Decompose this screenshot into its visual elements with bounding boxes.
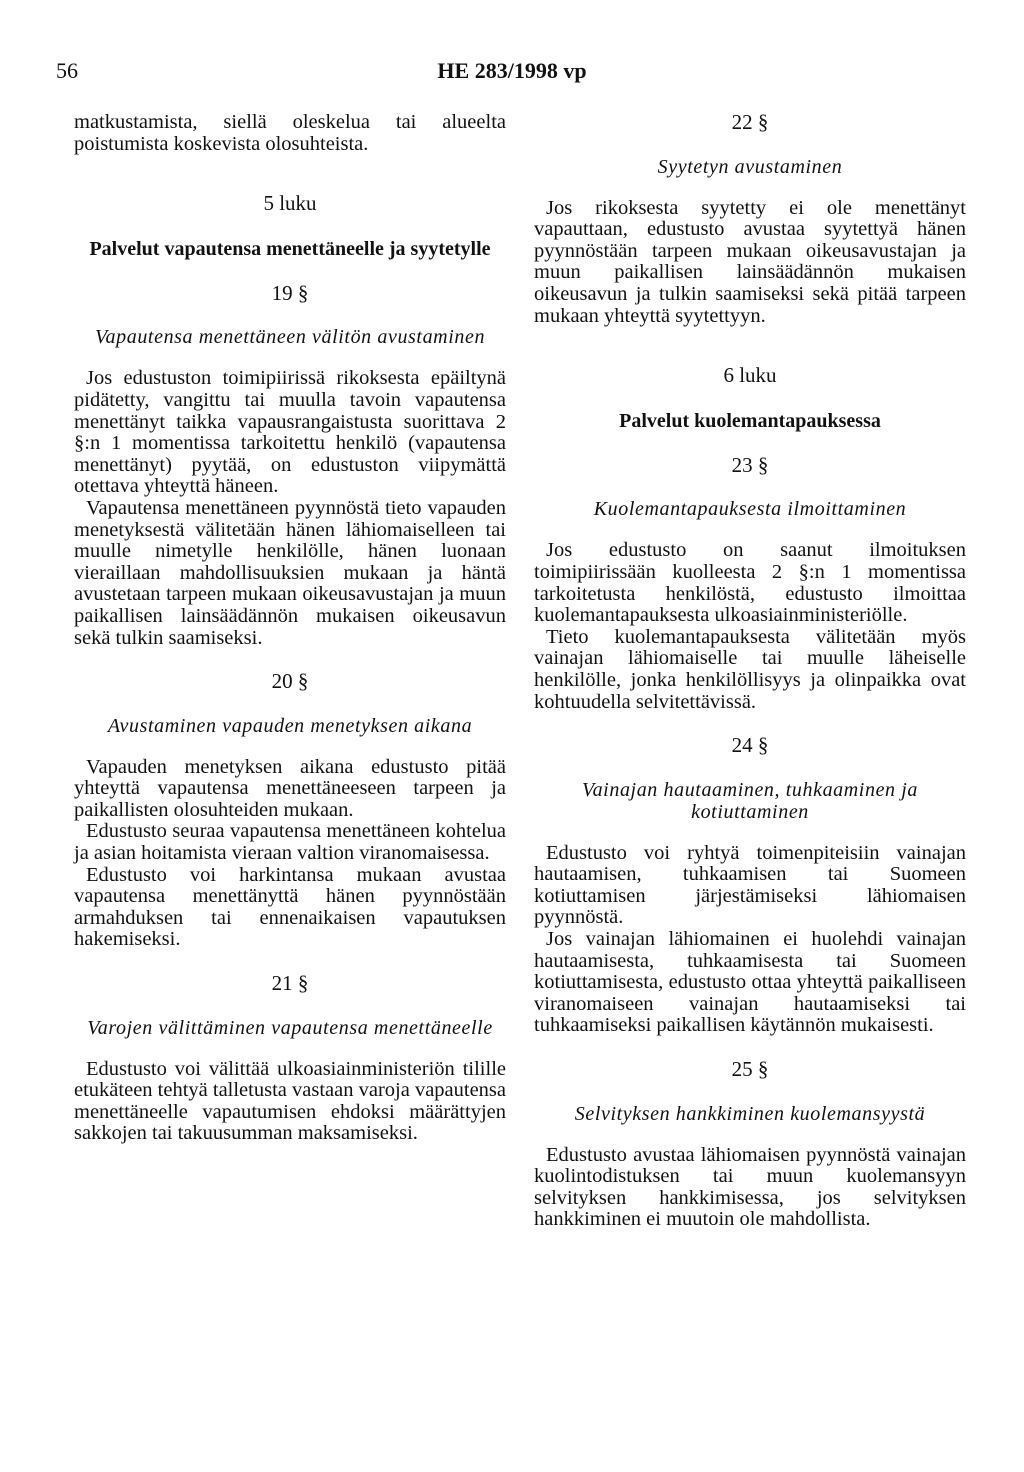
document-id: HE 283/1998 vp	[437, 58, 587, 83]
page-number: 56	[56, 58, 78, 83]
section-24-paragraph-2: Jos vainajan lähiomainen ei huolehdi vainajan hautaamisesta, tuhkaamisesta tai Suomeen kotiuttamisesta, edustusto ottaa yhteyttä paikalliseen viranomaiseen vainajan hautaamiseksi tai tuhkaamiseksi paikallisen käytännön mukaisesti.	[534, 928, 966, 1037]
section-23-title: Kuolemantapauksesta ilmoittaminen	[593, 498, 907, 521]
section-19-title: Vapautensa menettäneen välitön avustaminen	[94, 326, 486, 349]
section-23-number: 23 §	[731, 452, 769, 477]
section-19-number: 19 §	[271, 280, 309, 305]
section-23-paragraph-2: Tieto kuolemantapauksesta välitetään myös vainajan lähiomaiselle tai muulle läheiselle henkilölle, jonka henkilöllisyys ja olinpaikka ovat kohtuudella selvitettävissä.	[534, 625, 966, 713]
section-21-number: 21 §	[271, 971, 309, 996]
section-25-number: 25 §	[731, 1057, 769, 1082]
section-22-paragraph-1: Jos rikoksesta syytetty ei ole menettänyt vapauttaan, edustusto avustaa syytettyä hänen pyynnöstään tarpeen mukaan oikeusavustajan ja muun paikallisen lainsäädännön mukaisen oikeusavun ja tulkin saamiseksi sekä pitää tarpeen mukaan yhteyttä syytettyyn.	[534, 196, 966, 327]
chapter-6-number: 6 luku	[723, 363, 777, 388]
page-header	[0, 58, 1024, 88]
section-22-title: Syytetyn avustaminen	[657, 155, 843, 178]
chapter-5-title: Palvelut vapautensa menettäneelle ja syytetylle	[89, 237, 491, 260]
section-24-title: Vainajan hautaaminen, tuhkaaminen ja kotiuttaminen	[581, 778, 918, 823]
section-24-paragraph-1: Edustusto voi ryhtyä toimenpiteisiin vainajan hautaamisen, tuhkaamisen tai Suomeen kotiuttamisen järjestämiseksi lähiomaisen pyynnöstä.	[534, 841, 966, 929]
section-21-title: Varojen välittäminen vapautensa menettäneelle	[87, 1016, 493, 1039]
section-20-number: 20 §	[271, 669, 309, 694]
section-22-number: 22 §	[731, 110, 769, 134]
chapter-6-title: Palvelut kuolemantapauksessa	[619, 409, 881, 432]
continued-paragraph: matkustamista, siellä oleskelua tai alueelta poistumista koskevista olosuhteista.	[74, 111, 506, 155]
section-20-paragraph-3: Edustusto voi harkintansa mukaan avustaa vapautensa menettänyttä hänen pyynnöstään armahduksen tai ennenaikaisen vapautuksen hakemiseksi.	[74, 863, 506, 951]
section-25-title: Selvityksen hankkiminen kuolemansyystä	[574, 1102, 926, 1125]
section-19-paragraph-1: Jos edustuston toimipiirissä rikoksesta epäiltynä pidätetty, vangittu tai muulla tavoin vapautensa menettänyt taikka vapausrangaistusta suorittava 2 §:n 1 momentissa tarkoitettu henkilö (vapautensa menettänyt) pyytää, on edustuston viipymättä otettava yhteyttä häneen.	[74, 367, 506, 498]
section-24-number: 24 §	[731, 733, 769, 758]
section-23-paragraph-1: Jos edustusto on saanut ilmoituksen toimipiirissään kuolleesta 2 §:n 1 momentissa tarkoitetusta henkilöstä, edustusto ilmoittaa kuolemantapauksesta ulkoasiainministeriölle.	[534, 539, 966, 627]
left-column	[74, 112, 506, 1145]
section-25-paragraph-1: Edustusto avustaa lähiomaisen pyynnöstä vainajan kuolintodistuksen tai muun kuolemansyyn selvityksen hankkimisessa, jos selvityksen hankkiminen ei muutoin ole mahdollista.	[534, 1143, 966, 1231]
section-21-paragraph-1: Edustusto voi välittää ulkoasiainministeriön tilille etukäteen tehtyä talletusta vastaan varoja vapautensa menettäneelle vapautumisen ehdoksi määrättyjen sakkojen tai takuusumman maksamiseksi.	[74, 1057, 507, 1145]
section-20-title: Avustaminen vapauden menetyksen aikana	[107, 714, 473, 737]
chapter-5-number: 5 luku	[263, 191, 317, 216]
section-19-paragraph-2: Vapautensa menettäneen pyynnöstä tieto vapauden menetyksestä välitetään hänen lähiomaiselleen tai muulle nimetylle henkilölle, hänen luonaan vieraillaan mahdollisuuksien mukaan ja häntä avustetaan tarpeen mukaan oikeusavustajan ja muun paikallisen lainsäädännön mukaisen oikeusavun sekä tulkin saamiseksi.	[74, 496, 506, 649]
section-20-paragraph-2: Edustusto seuraa vapautensa menettäneen kohtelua ja asian hoitamista vieraan valtion viranomaisessa.	[74, 820, 506, 865]
right-column	[534, 112, 966, 1231]
section-20-paragraph-1: Vapauden menetyksen aikana edustusto pitää yhteyttä vapautensa menettäneeseen tarpeen ja paikallisten olosuhteiden mukaan.	[74, 755, 506, 821]
